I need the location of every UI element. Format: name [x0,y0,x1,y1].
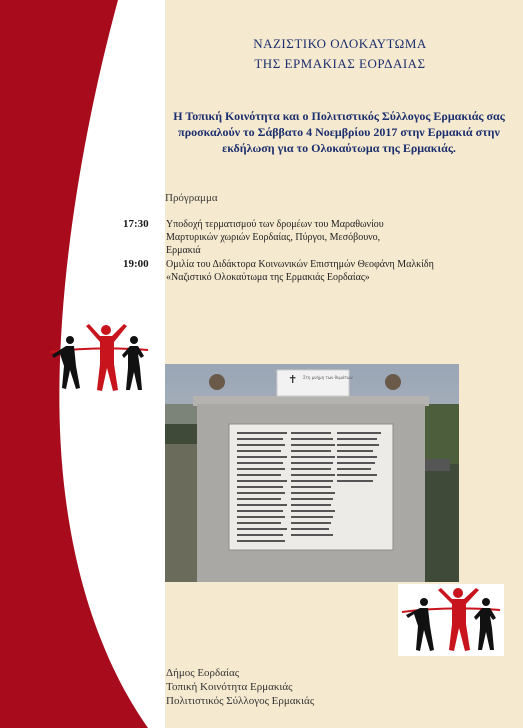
memorial-photo [165,364,459,582]
program-item-1-line-2: Μαρτυρικών χωριών Εορδαίας, Πύργοι, Μεσόβουνο, [166,232,381,243]
plaque-caption: Στη μνήμη των θυμάτων [303,375,353,380]
organizer-3: Πολιτιστικός Σύλλογος Ερμακιάς [166,695,315,707]
program-item-2-line-1: Ομιλία του Διδάκτορα Κοινωνικών Επιστημών Θεοφάνη Μαλκίδη [166,259,434,270]
program-item-1 [166,218,384,257]
program-time-2: 19:00 [123,258,149,270]
runners-icon [46,318,152,403]
runners-icon-footer [398,584,504,661]
program-item-2-line-2: «Ναζιστικό Ολοκαύτωμα της Ερμακιάς Εορδαίας» [166,272,370,283]
program-item-1-line-3: Ερμακιά [166,245,201,256]
organizer-2: Τοπική Κοινότητα Ερμακιάς [166,681,293,693]
program-label: Πρόγραμμα [165,192,218,204]
organizer-1: Δήμος Εορδαίας [166,667,240,679]
title-line-2: ΤΗΣ ΕΡΜΑΚΙΑΣ ΕΟΡΔΑΙΑΣ [254,56,426,71]
program-item-1-line-1: Υποδοχή τερματισμού των δρομέων του Μαραθωνίου [166,219,384,230]
title-line-1: ΝΑΖΙΣΤΙΚΟ ΟΛΟΚΑΥΤΩΜΑ [253,36,427,51]
event-title [190,34,490,74]
program-item-2 [166,258,434,284]
invitation-text: Η Τοπική Κοινότητα και ο Πολιτιστικός Σύλλογος Ερμακιάς σας προσκαλούν το Σάββατο 4 Νοεμβρίου 2017 στην Ερμακιά στην εκδήλωση για το Ολοκαύτωμα της Ερμακιάς. [173,109,505,155]
svg-text:✝: ✝ [288,373,298,386]
organizers-list [166,666,314,708]
program-time-1: 17:30 [123,218,149,230]
